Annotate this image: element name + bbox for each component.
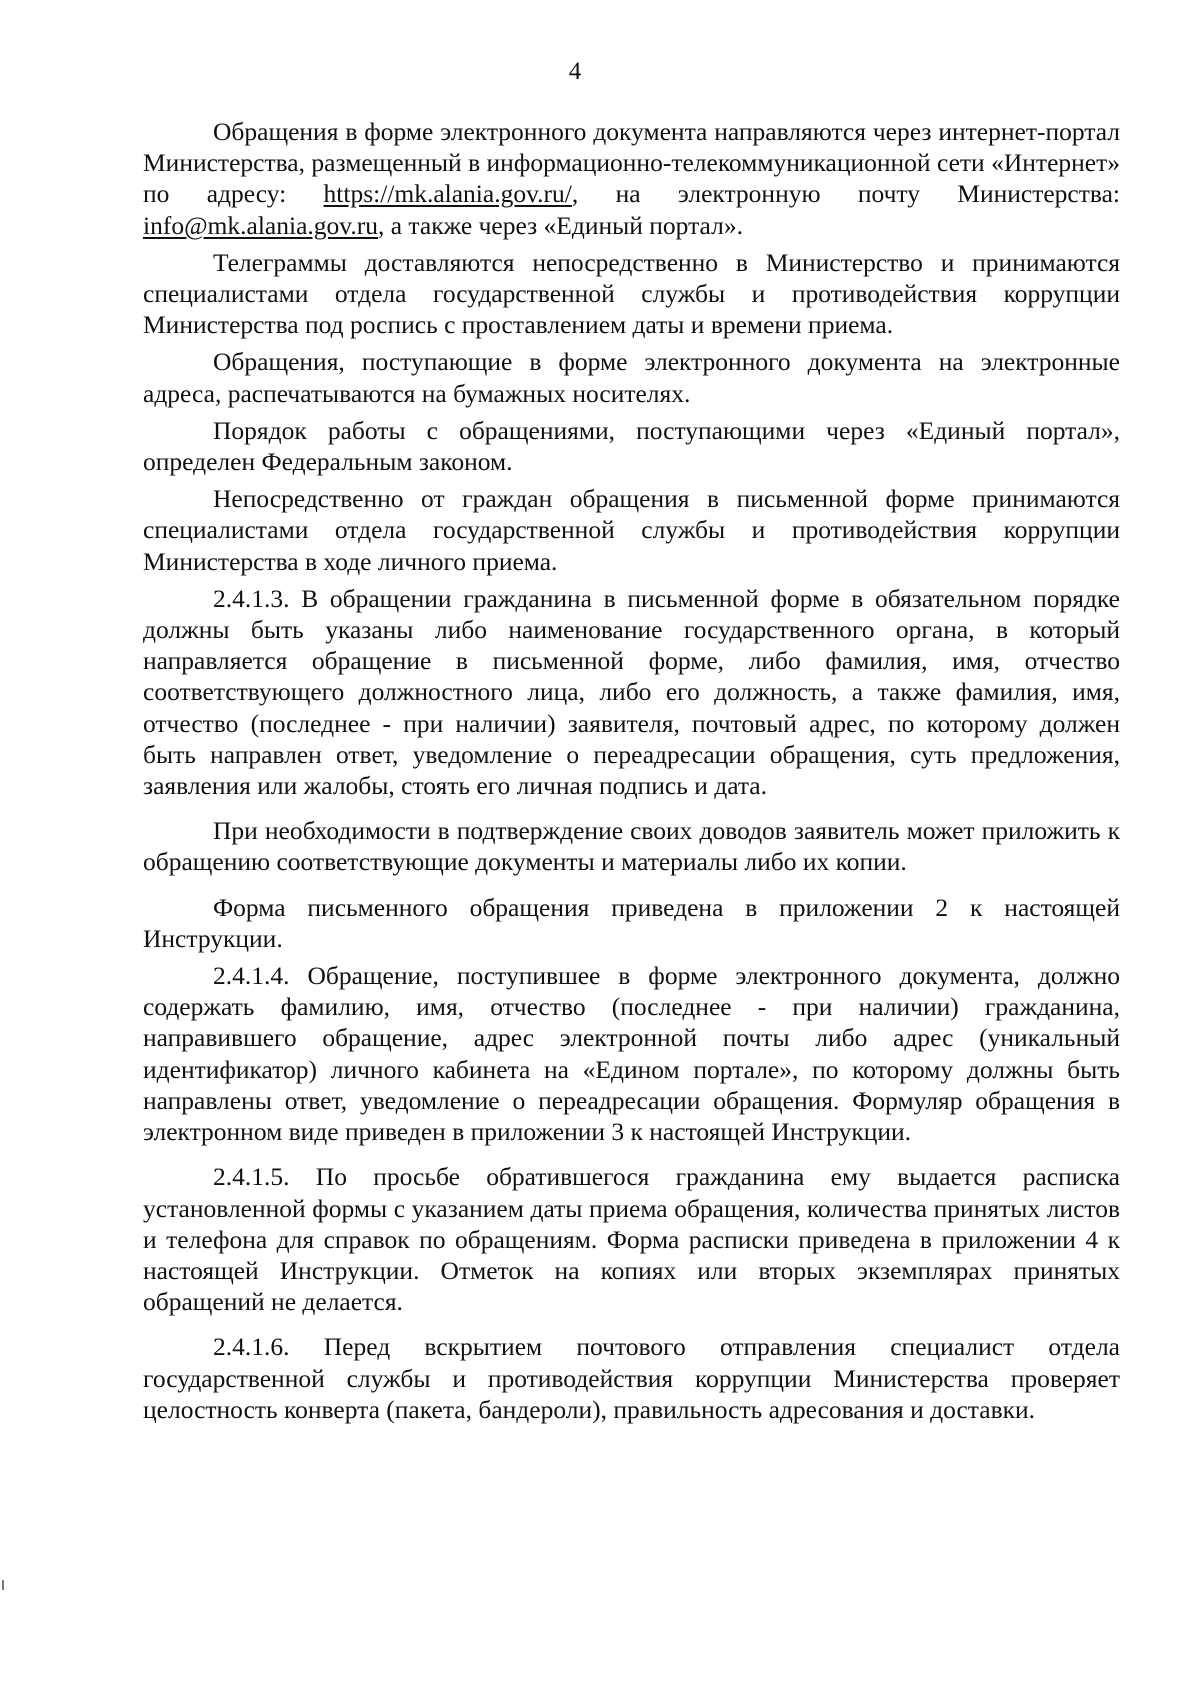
paragraph-2-4-1-5: 2.4.1.5. По просьбе обратившегося гражданина ему выдается расписка установленной формы с указанием даты приема обращения, количества принятых листов и телефона для справок по обращениям. Форма расписки приведена в приложении 4 к настоящей Инструкции. Отметок на копиях или вторых экземплярах принятых обращений не делается. (143, 1162, 1120, 1317)
paragraph-unified-portal: Порядок работы с обращениями, поступающими через «Единый портал», определен Федеральным законом. (143, 415, 1120, 477)
paragraph-text: , на электронную почту Министерства: (571, 179, 1120, 209)
paragraph-2-4-1-3: 2.4.1.3. В обращении гражданина в письменной форме в обязательном порядке должны быть указаны либо наименование государственного органа, в который направляется обращение в письменной форме, либо фамилия, имя, отчество соответствующего должностного лица, либо его должность, а также фамилия, имя, отчество (последнее - при наличии) заявителя, почтовый адрес, по которому должен быть направлен ответ, уведомление о переадресации обращения, суть предложения, заявления или жалобы, стоять его личная подпись и дата. (143, 583, 1120, 801)
paragraph-telegrams: Телеграммы доставляются непосредственно в Министерство и принимаются специалистами отдела государственной службы и противодействия коррупции Министерства под роспись с проставлением даты и времени приема. (143, 247, 1120, 340)
paragraph-appendix-2: Форма письменного обращения приведена в приложении 2 к настоящей Инструкции. (143, 892, 1120, 953)
ministry-website-link[interactable]: https://mk.alania.gov.ru/ (323, 179, 572, 209)
scan-margin-mark (2, 1580, 4, 1590)
document-body (143, 116, 1120, 1425)
ministry-email-link[interactable]: info@mk.alania.gov.ru (143, 210, 378, 240)
paragraph-2-4-1-6: 2.4.1.6. Перед вскрытием почтового отправления специалист отдела государственной службы и противодействия коррупции Министерства проверяет целостность конверта (пакета, бандероли), правильность адресования и доставки. (143, 1332, 1120, 1424)
paragraph-text: , а также через «Единый портал». (377, 210, 743, 240)
paragraph-2-4-1-4: 2.4.1.4. Обращение, поступившее в форме электронного документа, должно содержать фамилию, имя, отчество (последнее - при наличии) гражданина, направившего обращение, адрес электронной почты либо адрес (уникальный идентификатор) личного кабинета на «Едином портале», по которому должны быть направлены ответ, уведомление о переадресации обращения. Формуляр обращения в электронном виде приведен в приложении 3 к настоящей Инструкции. (143, 961, 1120, 1147)
paragraph-supporting-documents: При необходимости в подтверждение своих доводов заявитель может приложить к обращению соответствующие документы и материалы либо их копии. (143, 816, 1120, 877)
page-number: 4 (568, 58, 582, 85)
paragraph-text: Обращения в форме электронного документа направляются через интернет-портал Министерства, размещенный в информационно-телекоммуникационной сети «Интернет» по адресу: (143, 117, 1120, 209)
paragraph-printing: Обращения, поступающие в форме электронного документа на электронные адреса, распечатываются на бумажных носителях. (143, 347, 1120, 408)
paragraph-electronic-appeals (143, 116, 1120, 241)
paragraph-personal-reception: Непосредственно от граждан обращения в письменной форме принимаются специалистами отдела государственной службы и противодействия коррупции Министерства в ходе личного приема. (143, 484, 1120, 576)
